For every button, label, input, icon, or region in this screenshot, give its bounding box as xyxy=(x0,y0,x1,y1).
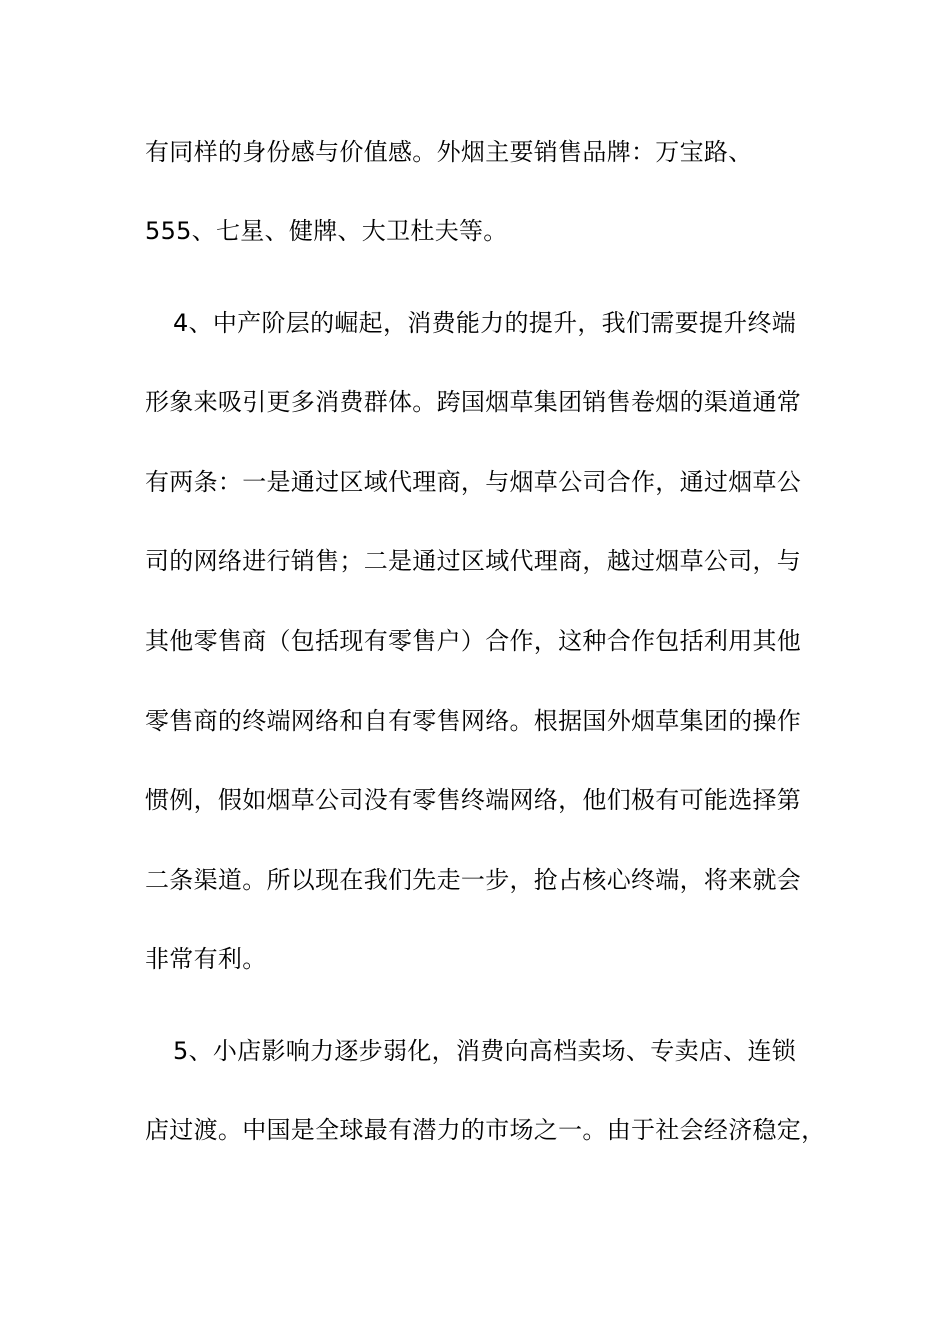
paragraph-4-line-1: 4、中产阶层的崛起，消费能力的提升，我们需要提升终端 xyxy=(173,309,797,337)
paragraph-5-line-1: 5、小店影响力逐步弱化，消费向高档卖场、专卖店、连锁 xyxy=(173,1037,797,1065)
text-line-2: 555、七星、健牌、大卫杜夫等。 xyxy=(145,217,508,245)
paragraph-4-line-5: 其他零售商（包括现有零售户）合作，这种合作包括利用其他 xyxy=(145,627,802,655)
text-line-1: 有同样的身份感与价值感。外烟主要销售品牌：万宝路、 xyxy=(145,138,753,166)
paragraph-4-line-3: 有两条：一是通过区域代理商，与烟草公司合作，通过烟草公 xyxy=(145,468,802,496)
paragraph-4-line-6: 零售商的终端网络和自有零售网络。根据国外烟草集团的操作 xyxy=(145,707,802,735)
paragraph-4-line-9: 非常有利。 xyxy=(145,945,267,973)
paragraph-4-line-4: 司的网络进行销售；二是通过区域代理商，越过烟草公司，与 xyxy=(145,547,802,575)
paragraph-5-line-2: 店过渡。中国是全球最有潜力的市场之一。由于社会经济稳定， xyxy=(145,1116,826,1144)
paragraph-4-line-8: 二条渠道。所以现在我们先走一步，抢占核心终端，将来就会 xyxy=(145,866,802,894)
paragraph-4-line-7: 惯例，假如烟草公司没有零售终端网络，他们极有可能选择第 xyxy=(145,786,802,814)
paragraph-4-line-2: 形象来吸引更多消费群体。跨国烟草集团销售卷烟的渠道通常 xyxy=(145,388,802,416)
